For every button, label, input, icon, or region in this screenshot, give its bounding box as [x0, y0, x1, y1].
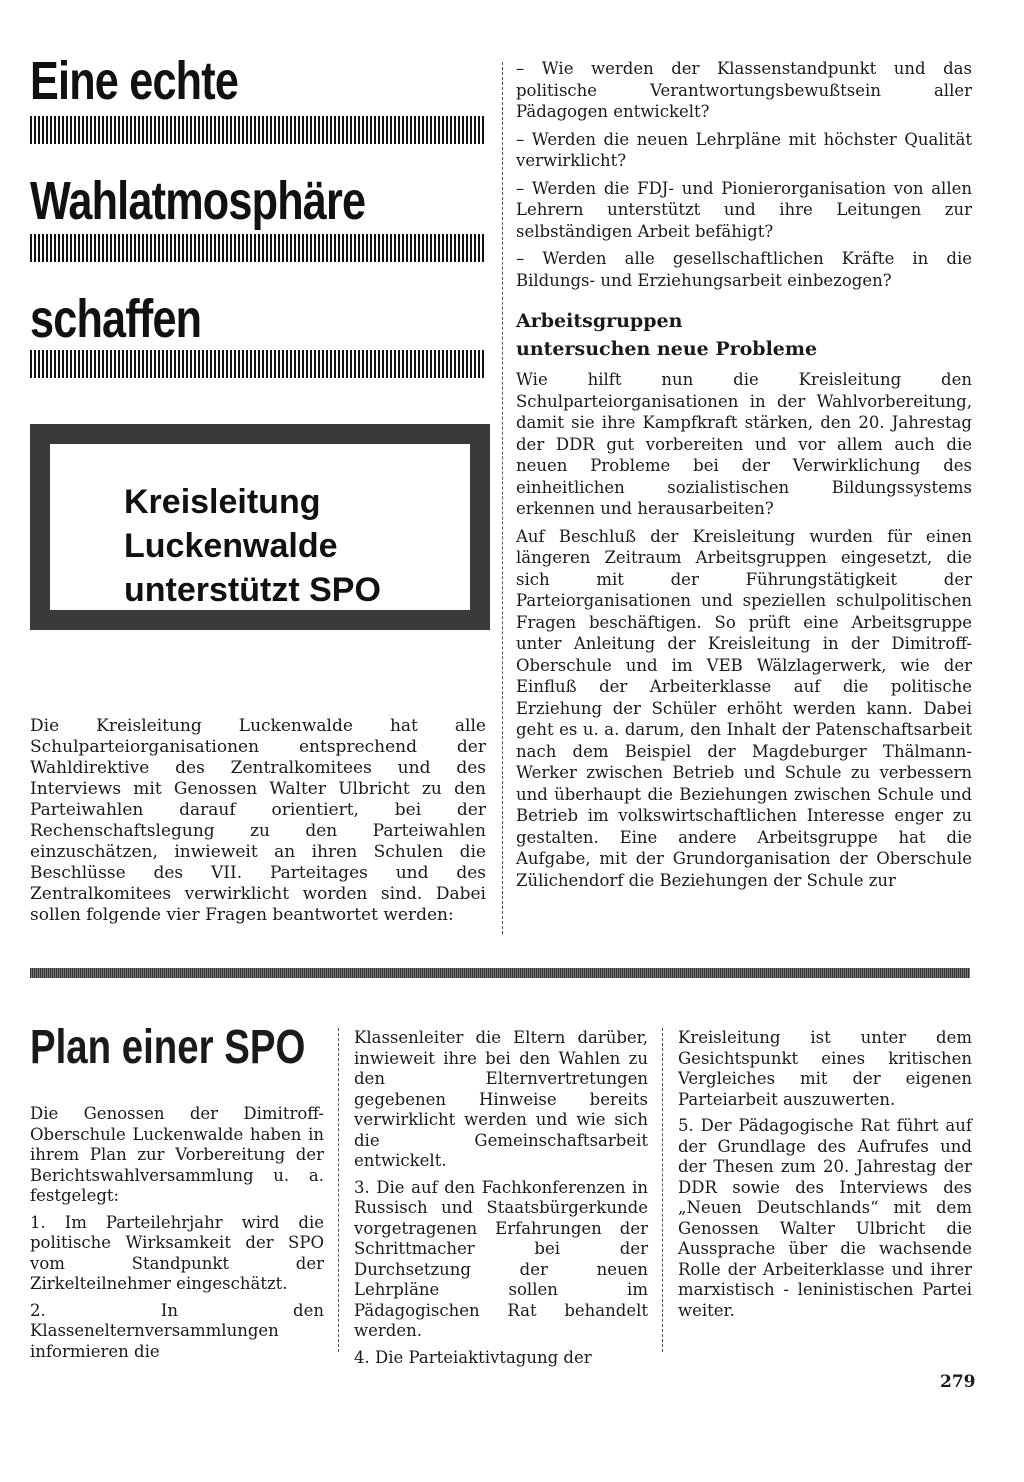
- section-subhead: [516, 307, 972, 363]
- article2-item-2-continued: Klassenleiter die Eltern darüber, inwieweit ihre bei den Wahlen zu den Elternvertretungen gegebenen Hinweise bereits verwirklicht werden und wie sich die Gemeinschaftsarbeit entwickelt.: [354, 1028, 648, 1170]
- article1-left-column: [30, 716, 486, 926]
- page-number: 279: [940, 1372, 976, 1392]
- subtitle-line-1: Kreisleitung: [124, 483, 321, 521]
- column-divider-top: [502, 62, 503, 934]
- question-3: – Werden die FDJ- und Pionierorganisation von allen Lehrern unterstützt und ihre Leitungen zur selbständigen Arbeit befähigt?: [516, 178, 972, 241]
- article1-right-column: [516, 58, 972, 891]
- article2-intro: Die Genossen der Dimitroff-Oberschule Luckenwalde haben in ihrem Plan zur Vorbereitung der Berichtswahlversammlung u. a. festgelegt:: [30, 1104, 324, 1205]
- subtitle-box: [30, 424, 490, 630]
- article2-item-4: 4. Die Parteiaktivtagung der: [354, 1347, 592, 1367]
- subtitle-line-3: unterstützt SPO: [124, 571, 381, 609]
- section-separator: [30, 968, 970, 978]
- subhead-line-2: untersuchen neue Probleme: [516, 338, 818, 360]
- article2-column-3: [678, 1028, 972, 1321]
- headline-stripe-1: [30, 116, 486, 144]
- article1-paragraph-2: Auf Beschluß der Kreisleitung wurden für einen längeren Zeitraum Arbeitsgruppen eingesetzt, die sich mit der Führungstätigkeit der Parteiorganisationen und speziellen schulpolitischen Fragen beschäftigen. So prüft eine Arbeitsgruppe unter Anleitung der Kreisleitung in der Dimitroff-Oberschule und im VEB Wälzlagerwerk, wie der Einfluß der Arbeiterklasse auf die politische Erziehung der Schüler erhöht werden kann. Dabei geht es u. a. darum, den Inhalt der Patenschaftsarbeit nach dem Beispiel der Magdeburger Thälmann-Werker zwischen Betrieb und Schule zu verbessern und überhaupt die Beziehungen zwischen Schule und Betrieb im volkswirtschaftlichen Interesse enger zu gestalten. Eine andere Arbeitsgruppe hat die Aufgabe, mit der Grundorganisation der Oberschule Zülichendorf die Beziehungen der Schule zur: [516, 526, 972, 890]
- subhead-line-1: Arbeitsgruppen: [516, 310, 683, 332]
- column-divider-bottom-1: [338, 1028, 339, 1352]
- article1-paragraph-1: Wie hilft nun die Kreisleitung den Schulparteiorganisationen in der Wahlvorbereitung, damit sie ihre Kampfkraft stärken, den 20. Jahrestag der DDR gut vorbereiten und vor allem auch die neuen Probleme bei der Verwirklichung des einheitlichen sozialistischen Bildungssystems erkennen und herausarbeiten?: [516, 370, 972, 518]
- question-1: – Wie werden der Klassenstandpunkt und das politische Verantwortungsbewußtsein aller Pädagogen entwickelt?: [516, 59, 972, 121]
- question-4: – Werden alle gesellschaftlichen Kräfte in die Bildungs- und Erziehungsarbeit einbezogen?: [516, 249, 972, 290]
- subtitle-line-2: Luckenwalde: [124, 527, 338, 565]
- article1-intro: Die Kreisleitung Luckenwalde hat alle Schulparteiorganisationen entsprechend der Wahldirektive des Zentralkomitees und des Interviews mit Genossen Walter Ulbricht zu den Parteiwahlen darauf orientiert, bei der Rechenschaftslegung zu den Parteiwahlen einzuschätzen, inwieweit an ihren Schulen die Beschlüsse des VII. Parteitages und des Zentralkomitees verwirklicht worden sind. Dabei sollen folgende vier Fragen beantwortet werden:: [30, 716, 486, 925]
- article2-item-4-continued: Kreisleitung ist unter dem Gesichtspunkt eines kritischen Vergleiches mit der eigenen Parteiarbeit auszuwerten.: [678, 1028, 972, 1109]
- article2-item-5: 5. Der Pädagogische Rat führt auf der Grundlage des Aufrufes und der Thesen zum 20. Jahrestag der DDR sowie des Interviews des „Neuen Deutschlands“ mit dem Genossen Walter Ulbricht die Aussprache über die wachsende Rolle der Arbeiterklasse und ihrer marxistisch - leninistischen Partei weiter.: [678, 1116, 972, 1320]
- headline-stripe-3: [30, 350, 486, 378]
- article2-item-3: 3. Die auf den Fachkonferenzen in Russisch und Staatsbürgerkunde vorgetragenen Erfahrungen der Schrittmacher bei der Durchsetzung der neuen Lehrpläne sollen im Pädagogischen Rat behandelt werden.: [354, 1177, 648, 1340]
- article2-item-2: 2. In den Klassenelternversammlungen informieren die: [30, 1300, 324, 1361]
- article2-column-2: [354, 1028, 648, 1368]
- article2-title: Plan einer SPO: [30, 1021, 306, 1074]
- headline-line-2: Wahlatmosphäre: [30, 171, 366, 231]
- column-divider-bottom-2: [662, 1028, 663, 1352]
- headline-stripe-2: [30, 234, 486, 262]
- article2-column-1: [30, 1104, 324, 1362]
- article2-item-1: 1. Im Parteilehrjahr wird die politische Wirksamkeit der SPO vom Standpunkt der Zirkelteilnehmer eingeschätzt.: [30, 1212, 324, 1293]
- headline-line-3: schaffen: [30, 289, 202, 349]
- question-2: – Werden die neuen Lehrpläne mit höchster Qualität verwirklicht?: [516, 129, 972, 170]
- headline-line-1: Eine echte: [30, 51, 239, 111]
